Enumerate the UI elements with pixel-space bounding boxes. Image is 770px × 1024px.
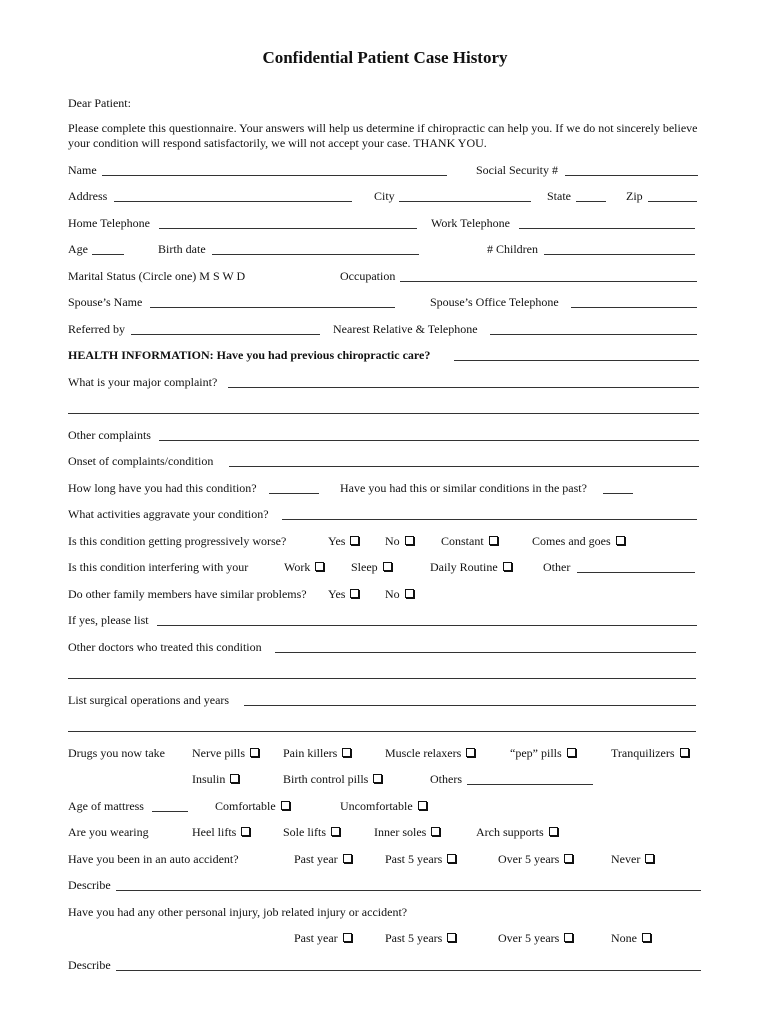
- mattress-age-field[interactable]: [152, 811, 188, 812]
- yes-text: Yes: [328, 587, 346, 601]
- zip-field[interactable]: [648, 201, 697, 202]
- address-label: Address: [68, 189, 108, 203]
- checkbox-icon[interactable]: [567, 748, 576, 757]
- family-no-option[interactable]: [385, 587, 414, 601]
- heel-lifts-text: Heel lifts: [192, 825, 237, 839]
- other-doctors-label: Other doctors who treated this condition: [68, 640, 262, 654]
- referred-by-field[interactable]: [131, 334, 320, 335]
- family-yes-option[interactable]: [328, 587, 359, 601]
- no-text: No: [385, 587, 400, 601]
- arch-supports-text: Arch supports: [476, 825, 544, 839]
- comfortable-text: Comfortable: [215, 799, 276, 813]
- spouse-office-label: Spouse’s Office Telephone: [430, 295, 559, 309]
- uncomfortable-text: Uncomfortable: [340, 799, 413, 813]
- checkbox-icon[interactable]: [447, 933, 456, 942]
- checkbox-icon[interactable]: [250, 748, 259, 757]
- injury-none-option[interactable]: [611, 931, 651, 945]
- checkbox-icon[interactable]: [405, 589, 414, 598]
- other-interfering-label: Other: [543, 560, 571, 574]
- major-complaint-field-2[interactable]: [68, 413, 699, 414]
- family-similar-label: Do other family members have similar problems?: [68, 587, 307, 601]
- injury-describe-label: Describe: [68, 958, 111, 972]
- checkbox-icon[interactable]: [241, 827, 250, 836]
- none-text: None: [611, 931, 637, 945]
- injury-past-year-option[interactable]: [294, 931, 352, 945]
- name-field[interactable]: [102, 175, 447, 176]
- surgical-field-2[interactable]: [68, 731, 696, 732]
- work-phone-field[interactable]: [519, 228, 695, 229]
- work-option[interactable]: [284, 560, 324, 574]
- checkbox-icon[interactable]: [616, 536, 625, 545]
- checkbox-icon[interactable]: [680, 748, 689, 757]
- checkbox-icon[interactable]: [315, 562, 324, 571]
- sole-lifts-option[interactable]: [283, 825, 340, 839]
- sole-lifts-text: Sole lifts: [283, 825, 327, 839]
- past-5-years-text: Past 5 years: [385, 931, 443, 945]
- similar-past-field[interactable]: [603, 493, 633, 494]
- birth-date-field[interactable]: [212, 254, 419, 255]
- progressive-yes-option[interactable]: [328, 534, 359, 548]
- progressive-label: Is this condition getting progressively worse?: [68, 534, 287, 548]
- address-field[interactable]: [114, 201, 352, 202]
- other-complaints-label: Other complaints: [68, 428, 151, 442]
- page-title: Confidential Patient Case History: [262, 48, 508, 67]
- pep-pills-option[interactable]: [510, 746, 576, 760]
- age-field[interactable]: [92, 254, 124, 255]
- insulin-text: Insulin: [192, 772, 226, 786]
- onset-field[interactable]: [229, 466, 699, 467]
- nearest-relative-label: Nearest Relative & Telephone: [333, 322, 478, 336]
- checkbox-icon[interactable]: [373, 774, 382, 783]
- progressive-no-option[interactable]: [385, 534, 414, 548]
- checkbox-icon[interactable]: [331, 827, 340, 836]
- checkbox-icon[interactable]: [447, 854, 456, 863]
- other-interfering-field[interactable]: [577, 572, 695, 573]
- checkbox-icon[interactable]: [489, 536, 498, 545]
- other-complaints-field[interactable]: [159, 440, 699, 441]
- aggravate-field[interactable]: [282, 519, 697, 520]
- daily-routine-option[interactable]: [430, 560, 512, 574]
- checkbox-icon[interactable]: [343, 933, 352, 942]
- children-label: # Children: [487, 242, 538, 256]
- aggravate-label: What activities aggravate your condition?: [68, 507, 269, 521]
- city-label: City: [374, 189, 395, 203]
- muscle-relaxers-text: Muscle relaxers: [385, 746, 462, 760]
- checkbox-icon[interactable]: [418, 801, 427, 810]
- auto-over-5-years-option[interactable]: [498, 852, 573, 866]
- previous-care-field[interactable]: [454, 360, 699, 361]
- checkbox-icon[interactable]: [549, 827, 558, 836]
- checkbox-icon[interactable]: [645, 854, 654, 863]
- work-text: Work: [284, 560, 311, 574]
- comes-goes-option[interactable]: [532, 534, 625, 548]
- arch-supports-option[interactable]: [476, 825, 558, 839]
- checkbox-icon[interactable]: [642, 933, 651, 942]
- auto-describe-label: Describe: [68, 878, 111, 892]
- similar-past-label: Have you had this or similar conditions in the past?: [340, 481, 587, 495]
- major-complaint-field[interactable]: [228, 387, 699, 388]
- ssn-field[interactable]: [565, 175, 698, 176]
- surgical-label: List surgical operations and years: [68, 693, 230, 707]
- past-year-text: Past year: [294, 931, 338, 945]
- checkbox-icon[interactable]: [503, 562, 512, 571]
- auto-past-5-years-option[interactable]: [385, 852, 456, 866]
- heel-lifts-option[interactable]: [192, 825, 250, 839]
- checkbox-icon[interactable]: [564, 854, 573, 863]
- marital-status-label[interactable]: Marital Status (Circle one) M S W D: [68, 269, 246, 283]
- major-complaint-label: What is your major complaint?: [68, 375, 218, 389]
- referred-by-label: Referred by: [68, 322, 125, 336]
- never-text: Never: [611, 852, 641, 866]
- checkbox-icon[interactable]: [466, 748, 475, 757]
- past-5-years-text: Past 5 years: [385, 852, 443, 866]
- birth-date-label: Birth date: [158, 242, 206, 256]
- constant-option[interactable]: [441, 534, 498, 548]
- ssn-label: Social Security #: [476, 163, 558, 177]
- constant-text: Constant: [441, 534, 484, 548]
- drugs-label: Drugs you now take: [68, 746, 165, 760]
- injury-over-5-years-option[interactable]: [498, 931, 573, 945]
- checkbox-icon[interactable]: [350, 589, 359, 598]
- home-phone-label: Home Telephone: [68, 216, 150, 230]
- birth-control-text: Birth control pills: [283, 772, 369, 786]
- occupation-field[interactable]: [400, 281, 697, 282]
- uncomfortable-option[interactable]: [340, 799, 427, 813]
- spouse-name-label: Spouse’s Name: [68, 295, 143, 309]
- muscle-relaxers-option[interactable]: [385, 746, 475, 760]
- intro-paragraph: Please complete this questionnaire. Your answers will help us determine if chiropractic can help you. If we do not sincerely believe your condition will respond satisfactorily, we will not accept your case. THANK YOU.: [68, 121, 698, 150]
- personal-injury-label: Have you had any other personal injury, job related injury or accident?: [68, 905, 408, 919]
- others-drugs-label: Others: [430, 772, 462, 786]
- greeting: Dear Patient:: [68, 96, 131, 110]
- how-long-label: How long have you had this condition?: [68, 481, 257, 495]
- how-long-field[interactable]: [269, 493, 319, 494]
- over-5-years-text: Over 5 years: [498, 931, 560, 945]
- wearing-label: Are you wearing: [68, 825, 149, 839]
- sleep-text: Sleep: [351, 560, 378, 574]
- city-field[interactable]: [399, 201, 531, 202]
- interfering-label: Is this condition interfering with your: [68, 560, 249, 574]
- comfortable-option[interactable]: [215, 799, 290, 813]
- other-doctors-field[interactable]: [275, 652, 696, 653]
- auto-accident-label: Have you been in an auto accident?: [68, 852, 239, 866]
- state-field[interactable]: [576, 201, 606, 202]
- age-label: Age: [68, 242, 88, 256]
- tranquilizers-option[interactable]: [611, 746, 689, 760]
- auto-past-year-option[interactable]: [294, 852, 352, 866]
- mattress-age-label: Age of mattress: [68, 799, 144, 813]
- checkbox-icon[interactable]: [343, 854, 352, 863]
- no-text: No: [385, 534, 400, 548]
- nerve-pills-option[interactable]: [192, 746, 259, 760]
- sleep-option[interactable]: [351, 560, 392, 574]
- comes-goes-text: Comes and goes: [532, 534, 611, 548]
- checkbox-icon[interactable]: [405, 536, 414, 545]
- past-year-text: Past year: [294, 852, 338, 866]
- state-label: State: [547, 189, 571, 203]
- insulin-option[interactable]: [192, 772, 239, 786]
- checkbox-icon[interactable]: [383, 562, 392, 571]
- checkbox-icon[interactable]: [281, 801, 290, 810]
- checkbox-icon[interactable]: [431, 827, 440, 836]
- children-field[interactable]: [544, 254, 695, 255]
- inner-soles-text: Inner soles: [374, 825, 427, 839]
- nearest-relative-field[interactable]: [490, 334, 697, 335]
- occupation-label: Occupation: [340, 269, 396, 283]
- work-phone-label: Work Telephone: [431, 216, 510, 230]
- auto-describe-field[interactable]: [116, 890, 701, 891]
- checkbox-icon[interactable]: [230, 774, 239, 783]
- surgical-field[interactable]: [244, 705, 696, 706]
- tranquilizers-text: Tranquilizers: [611, 746, 675, 760]
- spouse-office-field[interactable]: [571, 307, 697, 308]
- yes-text: Yes: [328, 534, 346, 548]
- home-phone-field[interactable]: [159, 228, 417, 229]
- pain-killers-text: Pain killers: [283, 746, 338, 760]
- zip-label: Zip: [626, 189, 643, 203]
- onset-label: Onset of complaints/condition: [68, 454, 214, 468]
- auto-never-option[interactable]: [611, 852, 654, 866]
- checkbox-icon[interactable]: [342, 748, 351, 757]
- name-label: Name: [68, 163, 97, 177]
- other-doctors-field-2[interactable]: [68, 678, 696, 679]
- pep-pills-text: “pep” pills: [510, 746, 562, 760]
- spouse-name-field[interactable]: [150, 307, 395, 308]
- pain-killers-option[interactable]: [283, 746, 351, 760]
- checkbox-icon[interactable]: [350, 536, 359, 545]
- if-yes-field[interactable]: [157, 625, 697, 626]
- checkbox-icon[interactable]: [564, 933, 573, 942]
- birth-control-option[interactable]: [283, 772, 382, 786]
- nerve-pills-text: Nerve pills: [192, 746, 245, 760]
- others-drugs-field[interactable]: [467, 784, 593, 785]
- injury-describe-field[interactable]: [116, 970, 701, 971]
- inner-soles-option[interactable]: [374, 825, 440, 839]
- over-5-years-text: Over 5 years: [498, 852, 560, 866]
- injury-past-5-years-option[interactable]: [385, 931, 456, 945]
- health-info-heading: HEALTH INFORMATION: Have you had previous chiropractic care?: [68, 348, 431, 362]
- daily-routine-text: Daily Routine: [430, 560, 498, 574]
- if-yes-label: If yes, please list: [68, 613, 149, 627]
